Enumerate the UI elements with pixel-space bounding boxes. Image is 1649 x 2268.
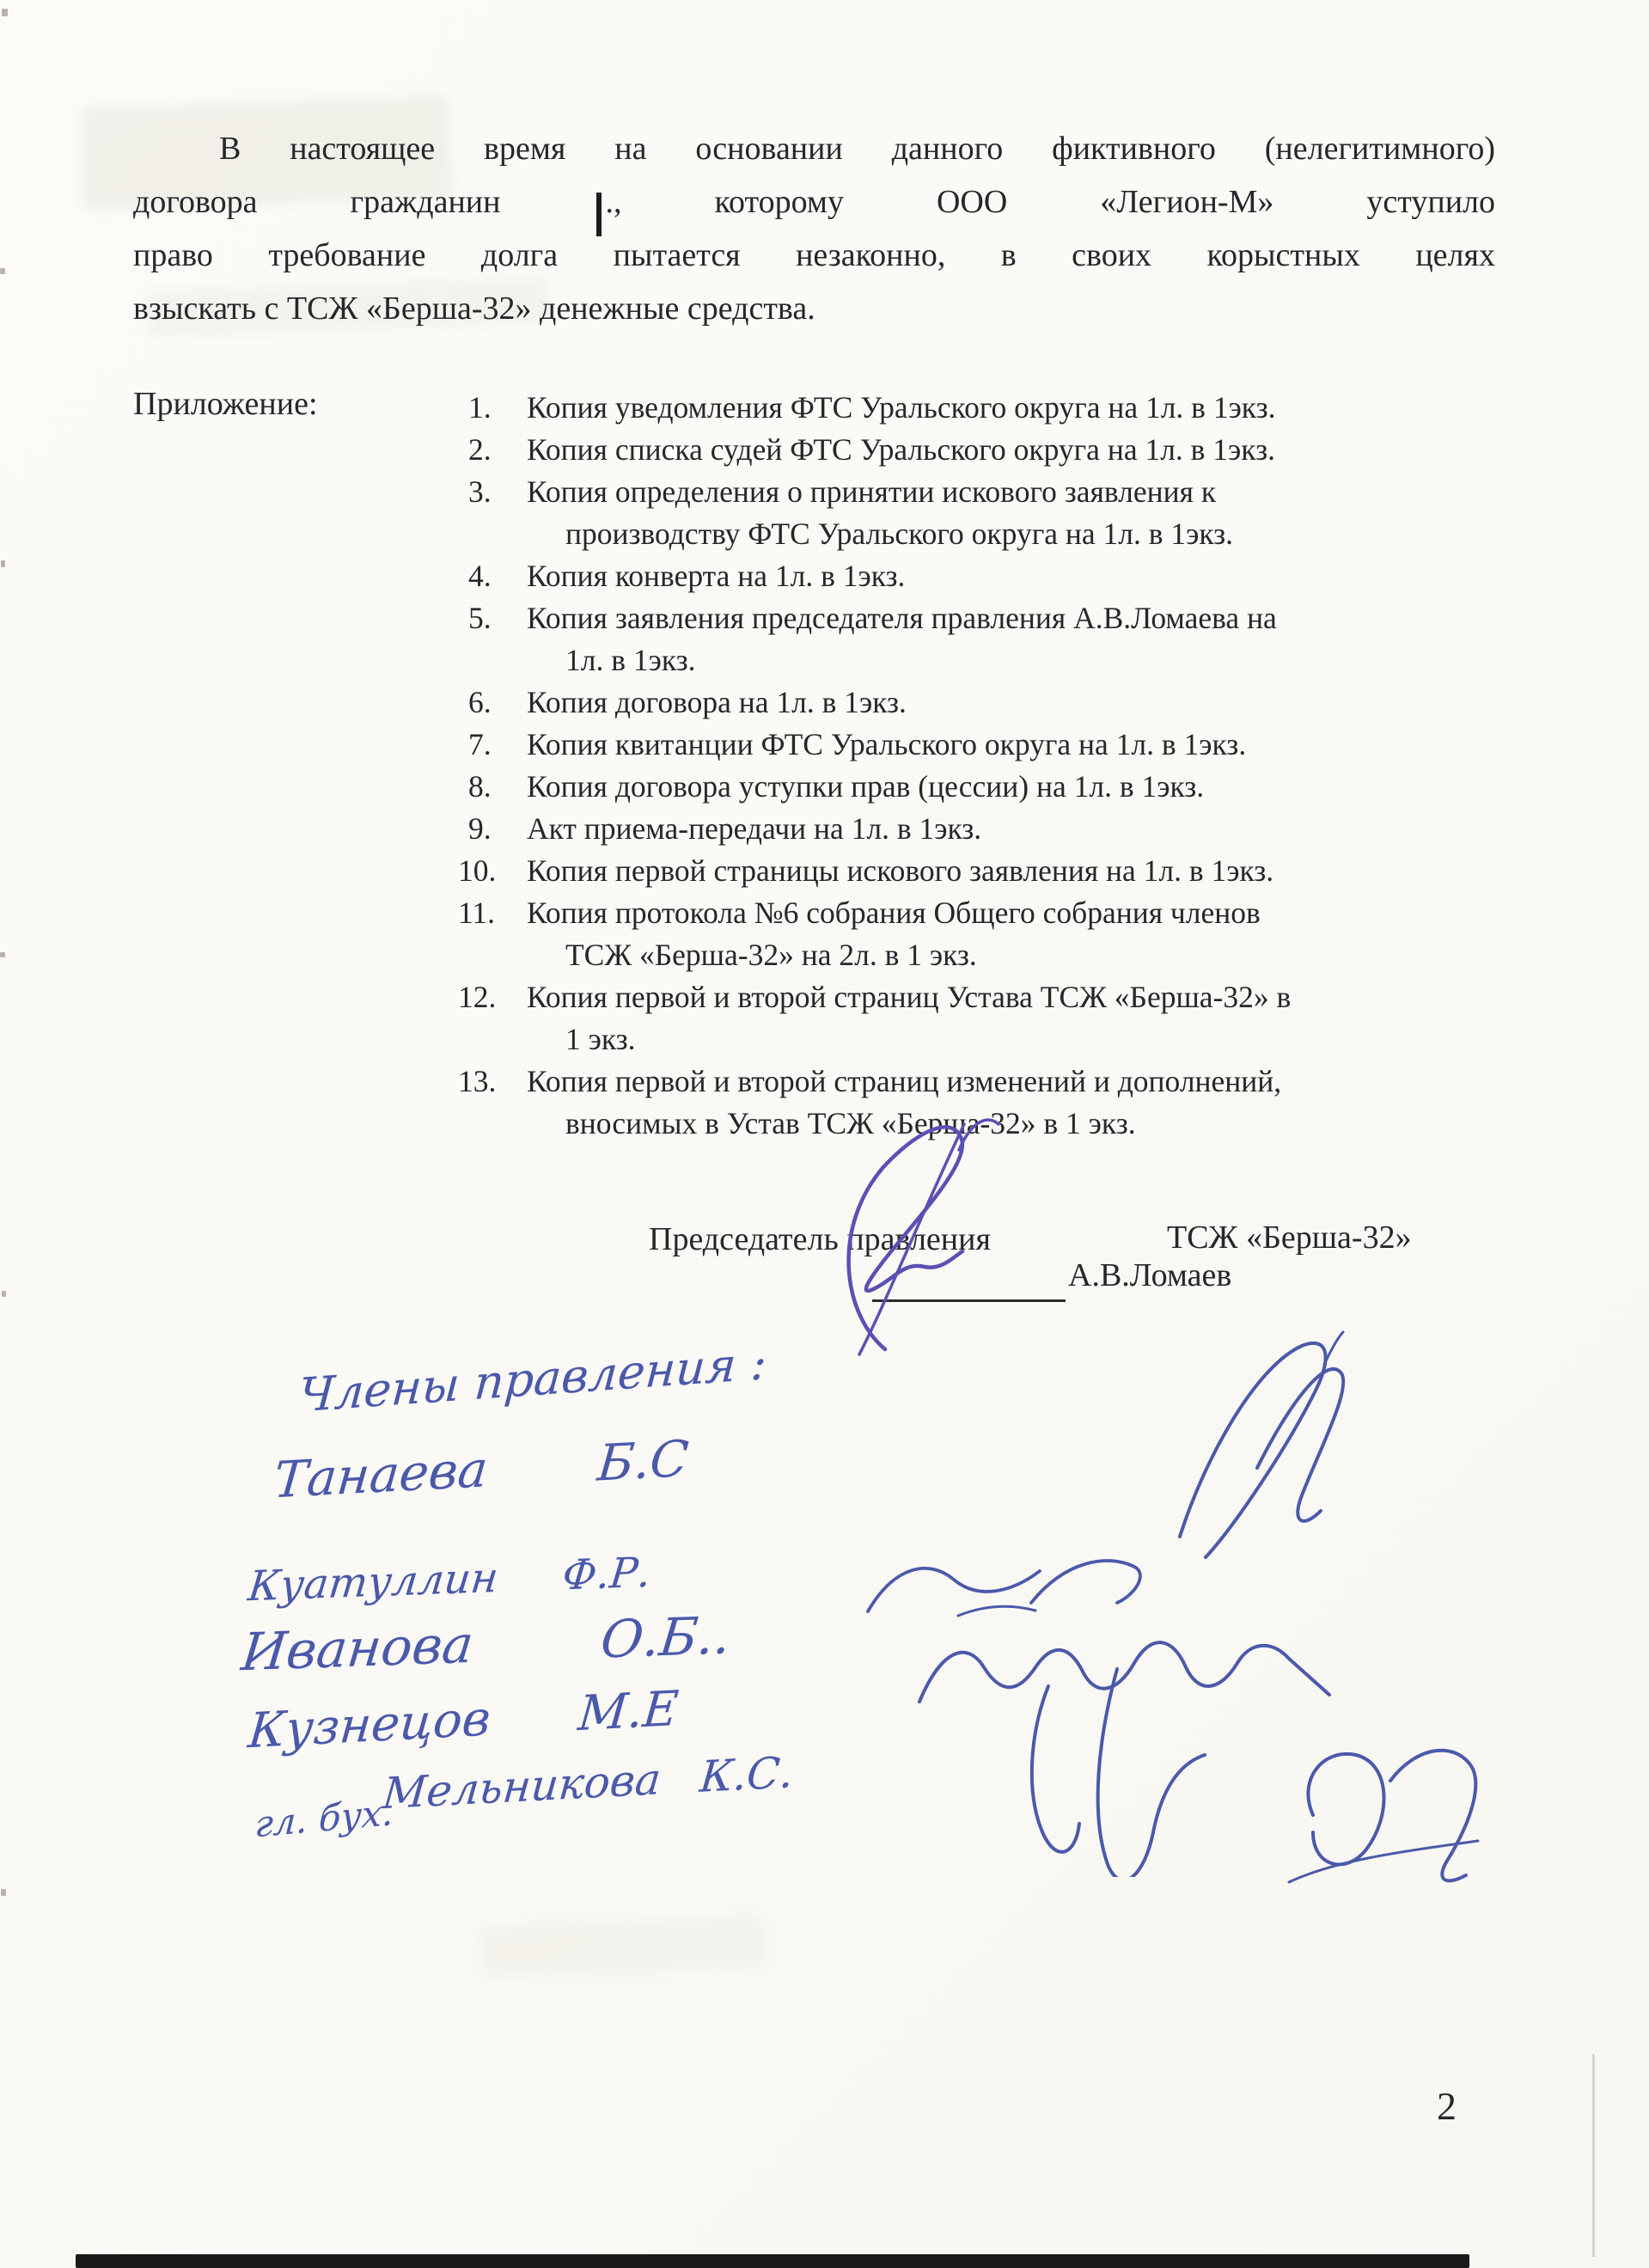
appendix-item: [458, 976, 1474, 1061]
appendix-item: [468, 387, 1474, 429]
chairman-title: Председатель правления: [649, 1221, 991, 1257]
paragraph-text: В настоящее время на основании данного фиктивного (нелегитимного): [219, 131, 1495, 167]
item-number: 4.: [468, 559, 492, 593]
item-number: 1.: [468, 390, 492, 425]
item-text: Акт приема-передачи на 1л. в 1экз.: [527, 811, 982, 846]
appendix-item: [468, 471, 1474, 555]
organization-name: ТСЖ «Берша-32»: [1167, 1220, 1412, 1256]
bleedthrough-smudge: [480, 1916, 766, 1977]
item-text: Копия договора уступки прав (цессии) на 1л. в 1экз.: [527, 769, 1205, 804]
members-heading: Члены правления :: [296, 1335, 769, 1423]
item-text: Копия уведомления ФТС Уральского округа на 1л. в 1экз.: [527, 390, 1276, 425]
item-text: ТСЖ «Берша-32» на 2л. в 1 экз.: [565, 938, 977, 972]
appendix-item: [468, 724, 1474, 766]
item-number: 3.: [468, 474, 492, 509]
scan-speck: [0, 268, 5, 274]
item-text: Копия конверта на 1л. в 1экз.: [527, 559, 906, 593]
scan-speck: [1, 1889, 6, 1896]
member-signature-ink: [980, 1660, 1246, 1877]
paragraph-line: [133, 122, 1495, 175]
appendix-item: [468, 682, 1474, 724]
item-text: Копия первой страницы искового заявления на 1л. в 1экз.: [527, 853, 1274, 888]
scan-speck: [1, 560, 5, 567]
item-number: 5.: [468, 601, 492, 635]
appendix-item: [468, 808, 1474, 850]
member-signature-ink: [1156, 1330, 1371, 1571]
appendix-item: [468, 555, 1474, 597]
paragraph-line: [133, 229, 1495, 282]
item-number: 7.: [468, 727, 492, 761]
member-name-tanaeva: Танаева Б.С: [272, 1428, 691, 1510]
scan-edge-bar: [76, 2254, 1469, 2268]
item-text: производству ФТС Уральского округа на 1л. в 1экз.: [565, 517, 1234, 551]
member-name-kuatullin: Куатуллин Ф.Р.: [246, 1548, 654, 1611]
item-text: Копия квитанции ФТС Уральского округа на 1л. в 1экз.: [527, 727, 1247, 761]
appendix-item: [468, 597, 1474, 682]
item-number: 9.: [468, 811, 492, 846]
item-text: Копия заявления председателя правления А.В.Ломаева на: [527, 601, 1277, 635]
appendix-item: [458, 850, 1474, 892]
item-number: 11.: [458, 896, 496, 930]
scan-edge-line: [1592, 2054, 1595, 2257]
item-number: 12.: [458, 980, 497, 1014]
body-paragraph: [133, 122, 1495, 335]
paragraph-line: [133, 282, 1495, 335]
member-name-ivanova: Иванова О.Б..: [238, 1605, 734, 1684]
scan-speck: [2, 9, 8, 16]
paragraph-text: договора гражданин: [133, 184, 501, 220]
accountant-prefix: гл. бух.: [253, 1790, 395, 1846]
chairman-name: А.В.Ломаев: [1068, 1257, 1232, 1293]
item-number: 8.: [468, 769, 492, 804]
chairman-signature-ink: [756, 1098, 1040, 1356]
item-text: 1л. в 1экз.: [565, 643, 696, 677]
paragraph-text: право требование долга пытается незаконно, в своих корыстных целях: [133, 237, 1495, 273]
item-text: Копия протокола №6 собрания Общего собрания членов: [527, 896, 1261, 930]
appendix-item: [458, 892, 1474, 976]
paragraph-line: [133, 175, 1495, 229]
accountant-signature-ink: [1263, 1729, 1504, 1891]
appendix-label: Приложение:: [133, 386, 318, 422]
paragraph-text: ., которому ООО «Легион-М» уступило: [605, 184, 1495, 220]
appendix-item: [468, 429, 1474, 471]
paragraph-text: взыскать с ТСЖ «Берша-32» денежные средства.: [133, 290, 815, 327]
item-number: 2.: [468, 432, 492, 467]
item-text: вносимых в Устав ТСЖ «Берша-32» в 1 экз.: [565, 1106, 1136, 1140]
item-number: 13.: [458, 1064, 497, 1098]
item-text: 1 экз.: [565, 1022, 636, 1056]
item-text: Копия первой и второй страниц изменений и дополнений,: [527, 1064, 1282, 1098]
item-text: Копия списка судей ФТС Уральского округа на 1л. в 1экз.: [527, 432, 1275, 467]
appendix-list: [458, 387, 1474, 1145]
accountant-name: Мельникова К.С.: [380, 1746, 796, 1819]
scan-speck: [2, 1291, 6, 1297]
appendix-item: [468, 766, 1474, 808]
item-number: 6.: [468, 685, 492, 719]
item-text: Копия первой и второй страниц Устава ТСЖ «Берша-32» в: [527, 980, 1292, 1014]
item-text: Копия определения о принятии искового заявления к: [527, 474, 1217, 509]
item-text: Копия договора на 1л. в 1экз.: [527, 685, 907, 719]
item-number: 10.: [458, 853, 497, 888]
page-number: 2: [1437, 2084, 1457, 2128]
member-name-kuznetsov: Кузнецов М.Е: [246, 1680, 681, 1760]
scan-speck: [0, 952, 5, 957]
